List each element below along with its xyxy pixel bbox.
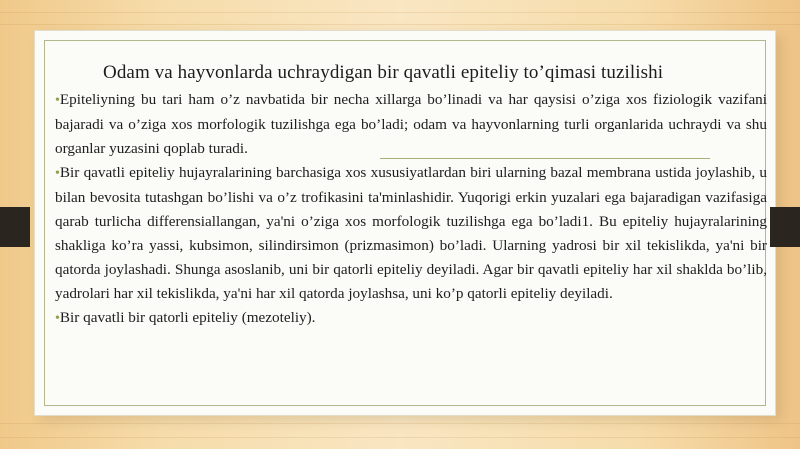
paragraph-text: Epiteliyning bu tari ham o’z navbatida bir necha xillarga bo’linadi va har qaysisi o’ziga xos fiziologik vazifani bajaradi va o’ziga xos morfologik tuzilishga ega bo’ladi; odam va hayvonlarning turli organlarida uchraydi va shu organlar yuzasini qoplab turadi. (55, 91, 767, 157)
paragraph-2 (55, 161, 767, 306)
bullet-icon: • (55, 93, 60, 108)
paragraph-text: Bir qavatli epiteliy hujayralarining barchasiga xos xususiyatlardan biri ularning bazal membrana ustida joylashib, u bilan bevosita tutashgan bo’lishi va o’z trofikasini ta'minlashidir. Yuqorigi erkin yuzalari ega bajaradigan vazifasiga qarab turlicha differensiallangan, ya'ni o’ziga xos morfologik tuzilishga ega bo’ladi1. Bu epiteliy hujayralarining shakliga ko’ra yassi, kubsimon, silindirsimon (prizmasimon) bo’ladi. Ularning yadrosi bir xil tekislikda, ya'ni bir qatorda joylashadi. Shunga asoslanib, uni bir qatorli epiteliy deyiladi. Agar bir qavatli epiteliy har xil shaklda bo’lib, yadrolari har xil tekislikda, ya'ni har xil qatorda joylashsa, uni ko’p qatorli epiteliy deyiladi. (55, 164, 767, 302)
slide-body (55, 88, 767, 331)
left-nav-tab[interactable] (0, 207, 30, 247)
paragraph-text: Bir qavatli bir qatorli epiteliy (mezoteliy). (59, 309, 316, 326)
slide-title: Odam va hayvonlarda uchraydigan bir qavatli epiteliy to’qimasi tuzilishi (103, 62, 664, 83)
bullet-icon: • (55, 166, 60, 181)
right-nav-tab[interactable] (770, 207, 800, 247)
paragraph-1 (55, 88, 767, 161)
bullet-icon: • (55, 311, 60, 326)
paragraph-3 (55, 306, 767, 331)
